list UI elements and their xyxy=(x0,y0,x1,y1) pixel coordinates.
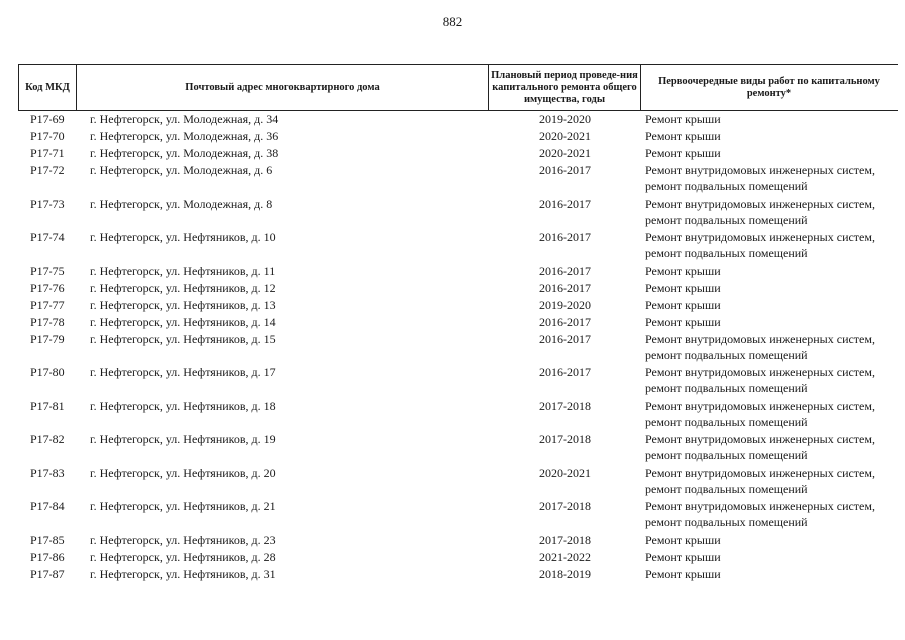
row-period: 2016-2017 xyxy=(539,263,591,278)
row-works: Ремонт внутридомовых инженерных систем, ремонт подвальных помещений xyxy=(645,163,875,193)
row-period: 2020-2021 xyxy=(539,146,591,160)
row-period: 2017-2018 xyxy=(539,532,591,547)
row-code: P17-72 xyxy=(30,163,65,177)
row-code: P17-80 xyxy=(30,365,65,379)
row-works: Ремонт внутридомовых инженерных систем, ремонт подвальных помещений xyxy=(645,331,875,362)
row-works: Ремонт внутридомовых инженерных систем, ремонт подвальных помещений xyxy=(645,196,875,227)
row-code: P17-86 xyxy=(30,549,65,564)
header-code: Код МКД xyxy=(25,81,70,93)
table-row xyxy=(0,431,905,465)
row-code: P17-81 xyxy=(30,398,65,413)
table-row xyxy=(0,196,905,230)
row-code: P17-79 xyxy=(30,331,65,346)
row-code: P17-70 xyxy=(30,129,65,143)
header-period: Плановый период проведе-ния капитального ремонта общего имущества, годы xyxy=(491,69,638,105)
row-works: Ремонт крыши xyxy=(645,314,721,329)
row-period: 2016-2017 xyxy=(539,230,591,244)
row-address: г. Нефтегорск, ул. Нефтяников, д. 20 xyxy=(90,465,276,480)
row-works: Ремонт внутридомовых инженерных систем, ремонт подвальных помещений xyxy=(645,365,875,395)
table-row xyxy=(0,498,905,532)
row-address: г. Нефтегорск, ул. Молодежная, д. 36 xyxy=(90,129,279,143)
table-row xyxy=(0,145,905,162)
table-row xyxy=(0,111,905,128)
row-address: г. Нефтегорск, ул. Нефтяников, д. 18 xyxy=(90,398,276,413)
row-works: Ремонт крыши xyxy=(645,129,721,143)
row-works: Ремонт внутридомовых инженерных систем, ремонт подвальных помещений xyxy=(645,432,875,462)
row-code: P17-83 xyxy=(30,465,65,480)
row-period: 2016-2017 xyxy=(539,331,591,346)
row-address: г. Нефтегорск, ул. Нефтяников, д. 28 xyxy=(90,549,276,564)
table-row xyxy=(0,532,905,549)
row-period: 2018-2019 xyxy=(539,566,591,581)
row-works: Ремонт внутридомовых инженерных систем, ремонт подвальных помещений xyxy=(645,499,875,529)
row-works: Ремонт крыши xyxy=(645,549,721,564)
table-row xyxy=(0,162,905,196)
row-address: г. Нефтегорск, ул. Нефтяников, д. 14 xyxy=(90,314,276,329)
row-code: P17-82 xyxy=(30,432,65,446)
table-body xyxy=(0,111,905,583)
header-divider-3 xyxy=(640,64,641,111)
row-code: P17-84 xyxy=(30,499,65,513)
row-period: 2019-2020 xyxy=(539,297,591,312)
table-row xyxy=(0,128,905,145)
table-row xyxy=(0,549,905,566)
table-row xyxy=(0,364,905,398)
row-address: г. Нефтегорск, ул. Нефтяников, д. 15 xyxy=(90,331,276,346)
row-address: г. Нефтегорск, ул. Нефтяников, д. 11 xyxy=(90,263,276,278)
row-period: 2016-2017 xyxy=(539,365,591,379)
row-works: Ремонт крыши xyxy=(645,146,721,160)
row-address: г. Нефтегорск, ул. Нефтяников, д. 19 xyxy=(90,432,276,446)
row-works: Ремонт крыши xyxy=(645,280,721,295)
row-works: Ремонт крыши xyxy=(645,297,721,312)
row-period: 2016-2017 xyxy=(539,163,591,177)
row-address: г. Нефтегорск, ул. Нефтяников, д. 12 xyxy=(90,280,276,295)
row-code: P17-76 xyxy=(30,280,65,295)
row-address: г. Нефтегорск, ул. Молодежная, д. 38 xyxy=(90,146,279,160)
row-code: P17-69 xyxy=(30,112,65,126)
table-row xyxy=(0,398,905,432)
table-row xyxy=(0,331,905,365)
row-address: г. Нефтегорск, ул. Молодежная, д. 8 xyxy=(90,196,273,211)
table-row xyxy=(0,263,905,280)
table-row xyxy=(0,280,905,297)
row-code: P17-74 xyxy=(30,230,65,244)
row-period: 2017-2018 xyxy=(539,398,591,413)
row-address: г. Нефтегорск, ул. Нефтяников, д. 13 xyxy=(90,297,276,312)
row-works: Ремонт крыши xyxy=(645,532,721,547)
row-period: 2019-2020 xyxy=(539,112,591,126)
row-works: Ремонт крыши xyxy=(645,263,721,278)
row-works: Ремонт крыши xyxy=(645,566,721,581)
row-code: P17-71 xyxy=(30,146,65,160)
row-period: 2016-2017 xyxy=(539,196,591,211)
row-code: P17-85 xyxy=(30,532,65,547)
header-divider-2 xyxy=(488,64,489,111)
row-code: P17-78 xyxy=(30,314,65,329)
header-address: Почтовый адрес многоквартирного дома xyxy=(185,81,380,93)
row-period: 2020-2021 xyxy=(539,129,591,143)
row-address: г. Нефтегорск, ул. Нефтяников, д. 21 xyxy=(90,499,276,513)
row-code: P17-73 xyxy=(30,196,65,211)
row-works: Ремонт крыши xyxy=(645,112,721,126)
row-address: г. Нефтегорск, ул. Нефтяников, д. 31 xyxy=(90,566,276,581)
row-address: г. Нефтегорск, ул. Нефтяников, д. 10 xyxy=(90,230,276,244)
row-code: P17-77 xyxy=(30,297,65,312)
table-row xyxy=(0,297,905,314)
row-period: 2016-2017 xyxy=(539,280,591,295)
table-row xyxy=(0,314,905,331)
row-code: P17-87 xyxy=(30,566,65,581)
row-works: Ремонт внутридомовых инженерных систем, ремонт подвальных помещений xyxy=(645,230,875,260)
table-row xyxy=(0,566,905,583)
table-row xyxy=(0,465,905,499)
row-address: г. Нефтегорск, ул. Нефтяников, д. 17 xyxy=(90,365,276,379)
row-address: г. Нефтегорск, ул. Молодежная, д. 34 xyxy=(90,112,279,126)
header-works: Первоочередные виды работ по капитальному ремонту* xyxy=(658,75,880,99)
row-period: 2021-2022 xyxy=(539,549,591,564)
row-code: P17-75 xyxy=(30,263,65,278)
row-period: 2017-2018 xyxy=(539,432,591,446)
row-period: 2020-2021 xyxy=(539,465,591,480)
row-period: 2017-2018 xyxy=(539,499,591,513)
row-works: Ремонт внутридомовых инженерных систем, ремонт подвальных помещений xyxy=(645,465,875,496)
table-row xyxy=(0,229,905,263)
row-works: Ремонт внутридомовых инженерных систем, ремонт подвальных помещений xyxy=(645,398,875,429)
page-number: 882 xyxy=(442,14,463,29)
row-address: г. Нефтегорск, ул. Молодежная, д. 6 xyxy=(90,163,273,177)
row-period: 2016-2017 xyxy=(539,314,591,329)
row-address: г. Нефтегорск, ул. Нефтяников, д. 23 xyxy=(90,532,276,547)
